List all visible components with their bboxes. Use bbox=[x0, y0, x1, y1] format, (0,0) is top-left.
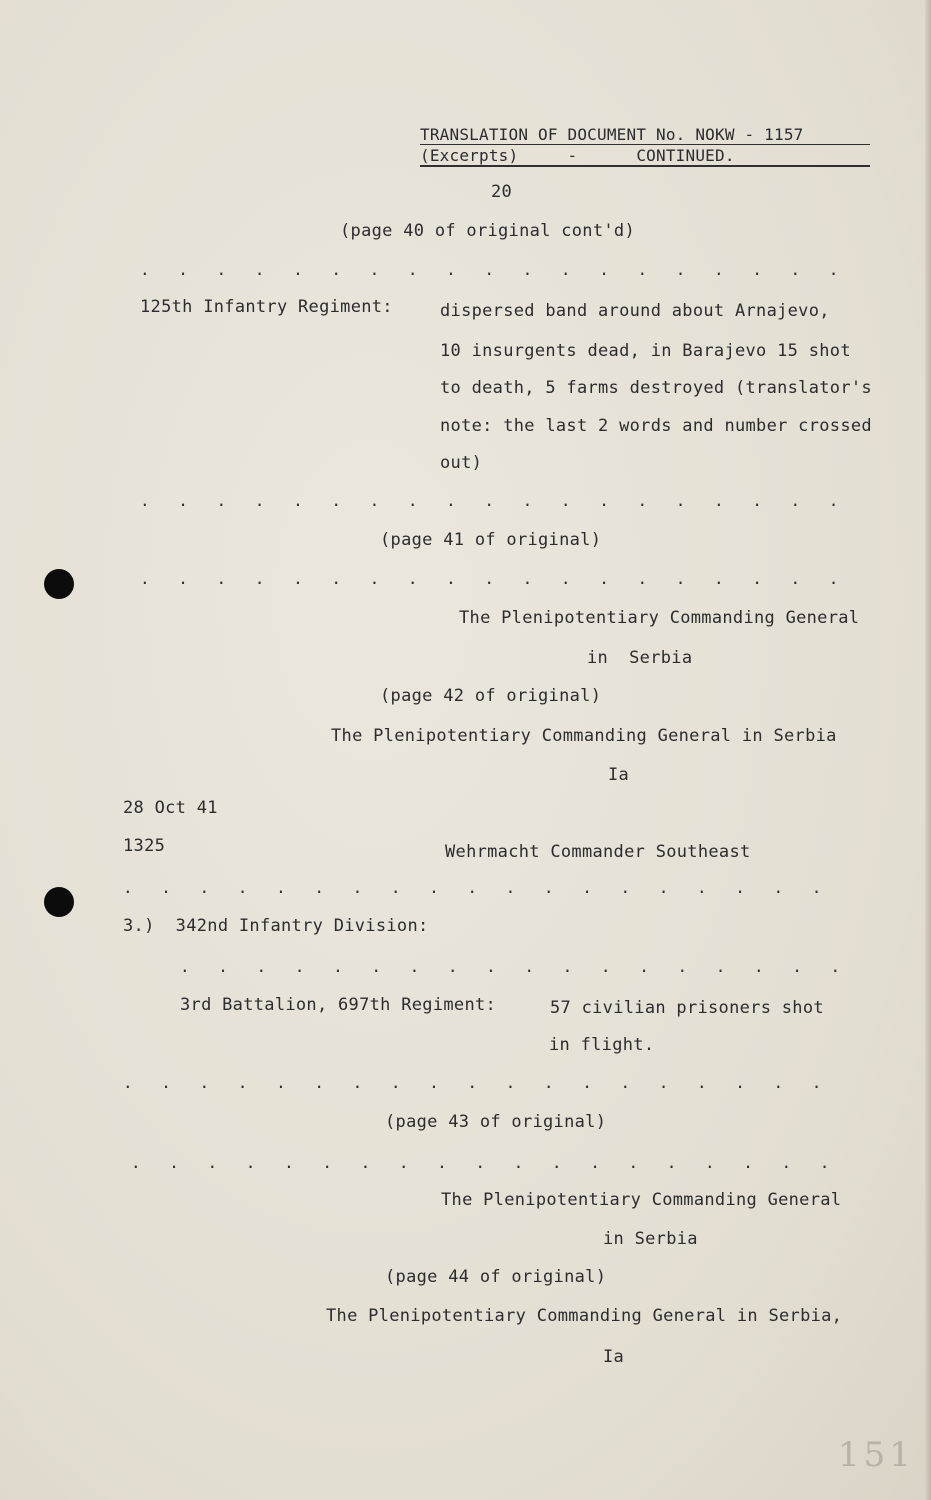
page-ref-43: (page 43 of original) bbox=[385, 1112, 607, 1132]
section-ia-42: Ia bbox=[608, 765, 630, 785]
regiment-label: 125th Infantry Regiment: bbox=[140, 297, 393, 317]
ellipsis-row: . . . . . . . . . . . . . . . . . . bbox=[180, 957, 850, 976]
page-ref-42: (page 42 of original) bbox=[380, 686, 602, 706]
ellipsis-row: . . . . . . . . . . . . . . . . . . . bbox=[140, 491, 848, 510]
sender-line-44: The Plenipotentiary Commanding General in Serbia, bbox=[326, 1306, 843, 1326]
battalion-label: 3rd Battalion, 697th Regiment: bbox=[180, 995, 497, 1015]
page-ref-41: (page 41 of original) bbox=[380, 530, 602, 550]
date-line: 28 Oct 41 bbox=[123, 798, 218, 818]
header-rule-1 bbox=[420, 144, 870, 145]
ellipsis-row: . . . . . . . . . . . . . . . . . . . bbox=[123, 1073, 831, 1092]
ellipsis-row: . . . . . . . . . . . . . . . . . . . bbox=[123, 878, 831, 897]
header-line-1: TRANSLATION OF DOCUMENT No. NOKW - 1157 bbox=[420, 125, 804, 144]
ellipsis-row: . . . . . . . . . . . . . . . . . . . bbox=[140, 569, 848, 588]
page-number: 20 bbox=[491, 182, 513, 202]
time-line: 1325 bbox=[123, 836, 166, 856]
regiment-text-line: note: the last 2 words and number crossed bbox=[440, 416, 872, 436]
regiment-text-line: dispersed band around about Arnajevo, bbox=[440, 301, 830, 321]
signature-block-1-line-1: The Plenipotentiary Commanding General bbox=[459, 608, 860, 628]
regiment-text-line: 10 insurgents dead, in Barajevo 15 shot bbox=[440, 341, 851, 361]
page-ref-40: (page 40 of original cont'd) bbox=[340, 221, 635, 241]
regiment-text-line: to death, 5 farms destroyed (translator's bbox=[440, 378, 872, 398]
handwritten-page-mark: 151 bbox=[838, 1435, 915, 1475]
header-rule-2 bbox=[420, 165, 870, 167]
page-ref-44: (page 44 of original) bbox=[385, 1267, 607, 1287]
division-heading: 3.) 342nd Infantry Division: bbox=[123, 916, 429, 936]
signature-block-1-line-2: in Serbia bbox=[587, 648, 693, 668]
signature-block-2-line-2: in Serbia bbox=[603, 1229, 698, 1249]
ellipsis-row: . . . . . . . . . . . . . . . . . . . bbox=[140, 260, 848, 279]
regiment-text-line: out) bbox=[440, 453, 483, 473]
punch-hole-2 bbox=[44, 887, 74, 917]
ellipsis-row: . . . . . . . . . . . . . . . . . . . bbox=[131, 1153, 839, 1172]
sender-line-42: The Plenipotentiary Commanding General in Serbia bbox=[331, 726, 837, 746]
punch-hole-1 bbox=[44, 569, 74, 599]
section-ia-44: Ia bbox=[603, 1347, 625, 1367]
signature-block-2-line-1: The Plenipotentiary Commanding General bbox=[441, 1190, 842, 1210]
addressee-line: Wehrmacht Commander Southeast bbox=[445, 842, 751, 862]
battalion-text-line: in flight. bbox=[549, 1035, 655, 1055]
page-edge bbox=[925, 0, 931, 1500]
battalion-text-line: 57 civilian prisoners shot bbox=[550, 998, 824, 1018]
header-line-2: (Excerpts) - CONTINUED. bbox=[420, 146, 735, 165]
